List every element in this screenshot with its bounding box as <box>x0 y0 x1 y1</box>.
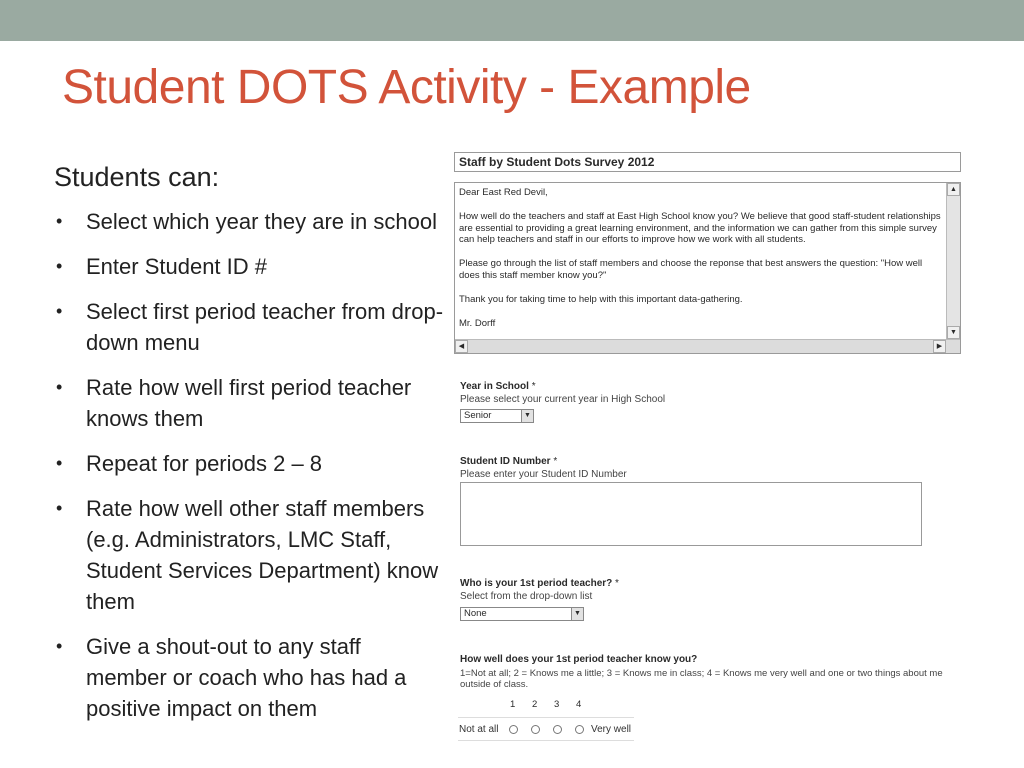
teacher-select[interactable] <box>460 607 584 621</box>
scale-high-label: Very well <box>591 724 632 735</box>
student-id-field[interactable] <box>460 482 922 546</box>
bullet-text: Enter Student ID # <box>86 254 267 279</box>
bullet-item <box>54 493 444 617</box>
bullet-text: Give a shout-out to any staff member or coach who has had a positive impact on them <box>86 634 407 721</box>
scale-number: 2 <box>532 699 538 710</box>
top-accent-bar <box>0 0 1024 41</box>
scale-number: 1 <box>510 699 516 710</box>
scale-number: 3 <box>554 699 560 710</box>
rating-scale-description: 1=Not at all; 2 = Knows me a little; 3 = Knows me in class; 4 = Knows me very well and one or two things about me outside of class. <box>460 668 943 690</box>
vertical-scrollbar[interactable] <box>946 183 960 339</box>
letter-greeting: Dear East Red Devil, <box>459 187 548 198</box>
scroll-down-icon[interactable]: ▼ <box>947 326 960 339</box>
bullet-text: Rate how well other staff members (e.g. Administrators, LMC Staff, Student Services Department) know them <box>86 496 439 614</box>
letter-text <box>459 187 945 341</box>
letter-paragraph: Please go through the list of staff members and choose the reponse that best answers the question: "How well does this staff member know you?" <box>459 258 923 281</box>
bullet-dot-icon: • <box>56 256 63 276</box>
letter-paragraph: How well do the teachers and staff at East High School know you? We believe that good staff-student relationships are essential to providing a great learning environment, and the information we can gather from this simple survey can help teachers and staff in our efforts to improve how we work with all students. <box>459 210 941 246</box>
intro-text: Students can: <box>54 162 220 192</box>
required-marker: * <box>531 381 536 392</box>
intro-letter-box[interactable] <box>454 182 961 354</box>
scroll-up-icon[interactable]: ▲ <box>947 183 960 196</box>
bullet-dot-icon: • <box>56 498 63 518</box>
bullet-item <box>54 448 444 479</box>
bullet-text: Select which year they are in school <box>86 209 437 234</box>
scale-number: 4 <box>576 699 582 710</box>
teacher-help-text: Select from the drop-down list <box>460 591 593 602</box>
bullet-list <box>54 206 444 724</box>
rating-question-label: How well does your 1st period teacher know you? <box>460 654 698 665</box>
bullet-item <box>54 206 444 237</box>
required-marker: * <box>553 456 558 467</box>
radio-option-1[interactable] <box>509 725 518 734</box>
bullet-text: Repeat for periods 2 – 8 <box>86 451 323 476</box>
letter-paragraph: Thank you for taking time to help with this important data-gathering. <box>459 293 743 305</box>
bullet-dot-icon: • <box>56 453 63 473</box>
teacher-question-label: Who is your 1st period teacher? * <box>460 578 619 589</box>
bullet-item <box>54 251 444 282</box>
scroll-left-icon[interactable]: ◀ <box>455 340 468 353</box>
scale-low-label: Not at all <box>459 724 499 735</box>
bullet-dot-icon: • <box>56 301 63 321</box>
bullet-text: Select first period teacher from drop-down menu <box>86 299 444 355</box>
horizontal-scrollbar[interactable] <box>455 339 960 353</box>
student-id-question-label: Student ID Number * <box>460 456 558 467</box>
chevron-down-icon[interactable]: ▼ <box>521 410 533 422</box>
letter-signature: Mr. Dorff <box>459 317 496 329</box>
bullet-text: Rate how well first period teacher knows them <box>86 375 412 431</box>
radio-option-4[interactable] <box>575 725 584 734</box>
year-select[interactable] <box>460 409 534 423</box>
scroll-right-icon[interactable]: ▶ <box>933 340 946 353</box>
student-id-help-text: Please enter your Student ID Number <box>460 469 627 480</box>
year-selected-value: Senior <box>464 410 492 421</box>
slide-title: Student DOTS Activity - Example <box>62 61 751 114</box>
chevron-down-icon[interactable]: ▼ <box>571 608 583 620</box>
radio-option-3[interactable] <box>553 725 562 734</box>
survey-title: Staff by Student Dots Survey 2012 <box>454 152 961 172</box>
bullet-item <box>54 296 444 358</box>
radio-option-2[interactable] <box>531 725 540 734</box>
year-question-label: Year in School * <box>460 381 536 392</box>
bullet-dot-icon: • <box>56 211 63 231</box>
bullet-item <box>54 372 444 434</box>
rating-radio-row <box>458 717 634 741</box>
bullet-dot-icon: • <box>56 636 63 656</box>
year-help-text: Please select your current year in High School <box>460 394 666 405</box>
left-text-column <box>54 160 444 738</box>
bullet-item <box>54 631 444 724</box>
teacher-selected-value: None <box>464 608 487 619</box>
survey-form-screenshot <box>452 140 968 750</box>
required-marker: * <box>615 578 619 589</box>
bullet-dot-icon: • <box>56 377 63 397</box>
